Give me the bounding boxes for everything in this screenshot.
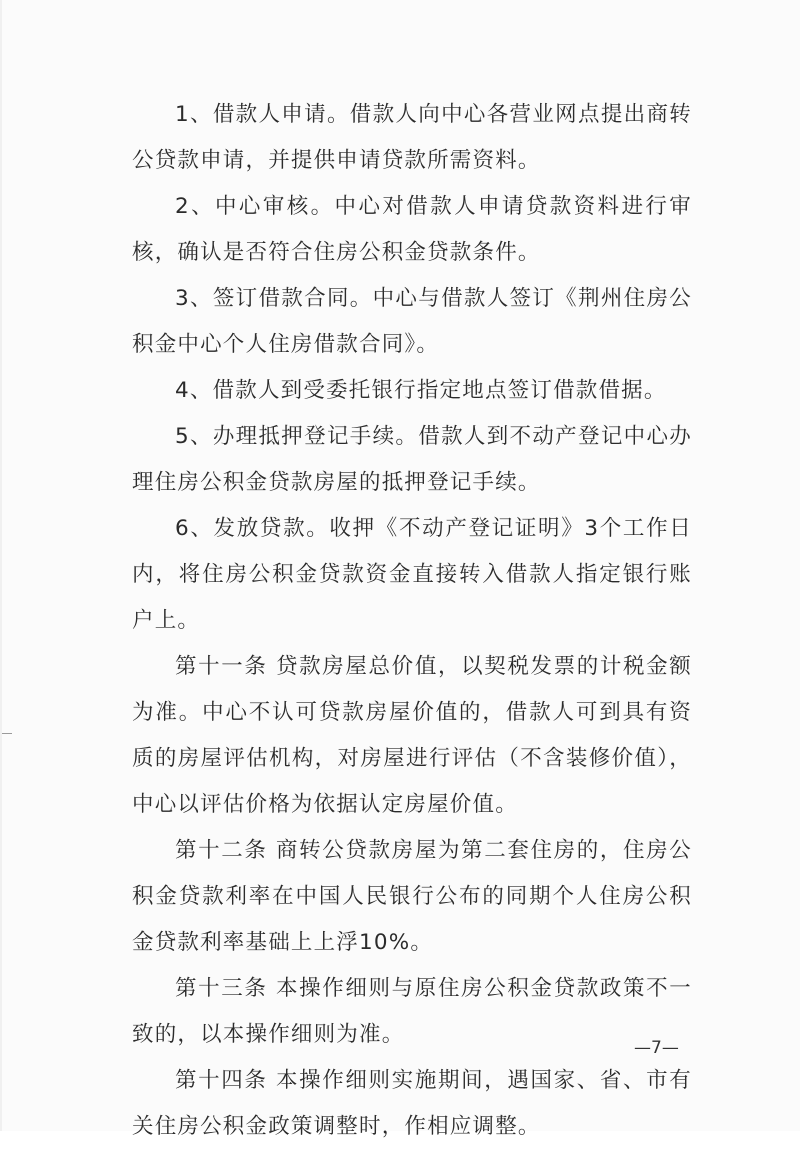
paragraph-article-12: 第十二条 商转公贷款房屋为第二套住房的，住房公积金贷款利率在中国人民银行公布的同期个人住房公积金贷款利率基础上上浮10%。 [132,838,692,955]
paragraph-article-11: 第十一条 贷款房屋总价值，以契税发票的计税金额为准。中心不认可贷款房屋价值的，借款人可到具有资质的房屋评估机构，对房屋进行评估（不含装修价值），中心以评估价格为依据认定房屋价值。 [132,654,692,817]
paragraph-step-5: 5、办理抵押登记手续。借款人到不动产登记中心办理住房公积金贷款房屋的抵押登记手续。 [132,424,692,495]
paragraph-step-4: 4、借款人到受委托银行指定地点签订借款借据。 [175,378,667,403]
document-body [132,92,692,1150]
paragraph-article-13: 第十三条 本操作细则与原住房公积金贷款政策不一致的，以本操作细则为准。 [132,976,692,1047]
paragraph-step-3: 3、签订借款合同。中心与借款人签订《荆州住房公积金中心个人住房借款合同》。 [132,286,692,357]
paragraph-step-2: 2、中心审核。中心对借款人申请贷款资料进行审核，确认是否符合住房公积金贷款条件。 [132,194,692,265]
paragraph-step-6: 6、发放贷款。收押《不动产登记证明》3个工作日内，将住房公积金贷款资金直接转入借款人指定银行账户上。 [132,516,692,633]
margin-mark [2,733,12,734]
page-number: —7— [634,1038,679,1058]
paragraph-step-1: 1、借款人申请。借款人向中心各营业网点提出商转公贷款申请，并提供申请贷款所需资料。 [132,102,692,173]
scan-edge [0,0,2,1131]
paragraph-article-14: 第十四条 本操作细则实施期间，遇国家、省、市有关住房公积金政策调整时，作相应调整。 [132,1068,692,1139]
